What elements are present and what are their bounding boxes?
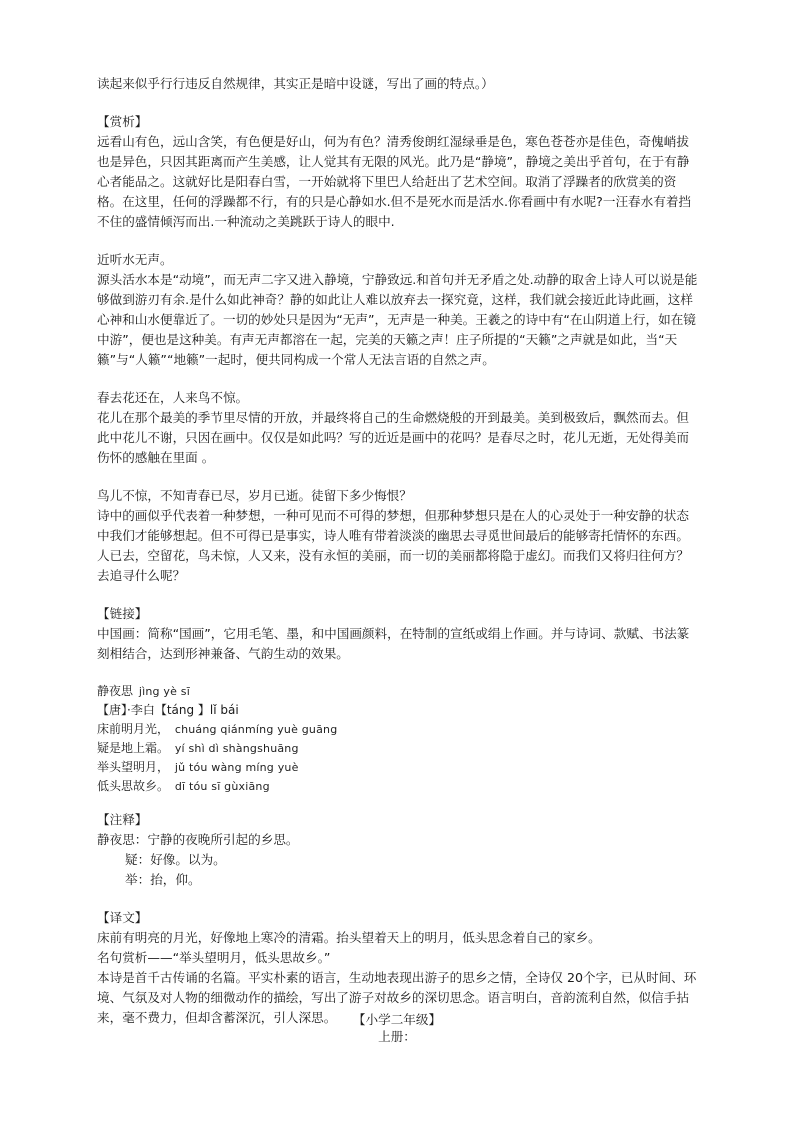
poem-author-line: [97, 701, 699, 720]
poem-line-pinyin: yí shì dì shàngshuāng: [174, 742, 299, 755]
document-body: [97, 74, 699, 1028]
poem-line-text: 床前明月光，: [97, 722, 170, 736]
poem-title-line: [97, 682, 699, 701]
poem-line: [97, 739, 699, 758]
poem-title: 静夜思: [97, 684, 134, 698]
poem-line: [97, 758, 699, 777]
translation-text: 床前有明亮的月光，好像地上寒冷的清霜。抬头望着天上的明月，低头思念着自己的家乡。: [97, 930, 601, 945]
appreciation-line-4-title: 鸟儿不惊，不知青春已尽，岁月已逝。徒留下多少悔恨？: [97, 488, 412, 503]
appreciation-para-3: 花儿在那个最美的季节里尽情的开放，并最终将自己的生命燃烧般的开到最美。美到极致后，飘然而去。但此中花儿不谢，只因在画中。仅仅是如此吗？写的近近是画中的花吗？是春尽之时，花儿无逝，无处得美而伤怀的感触在里面 。: [97, 410, 689, 465]
poem-title-pinyin: jìng yè sī: [138, 685, 190, 698]
intro-line: 读起来似乎行行违反自然规律，其实正是暗中设谜，写出了画的特点。）: [97, 76, 494, 91]
translation-heading: 【译文】: [97, 910, 148, 925]
link-text: 中国画：简称“国画”，它用毛笔、墨，和中国画颜料，在特制的宣纸或绢上作画。并与诗词、款赋、书法篆刻相结合，达到形神兼备、气韵生动的效果。: [97, 626, 690, 661]
poem-author: ·李白【táng 】lǐ bái: [127, 703, 239, 717]
poem-line-pinyin: jǔ tóu wàng míng yuè: [174, 761, 299, 774]
grade-heading: 【小学二年级】: [352, 1012, 442, 1027]
poem-dynasty: 【唐】: [97, 703, 128, 717]
appreciation-heading: 【赏析】: [97, 114, 148, 129]
footer: [0, 1011, 794, 1045]
notes-heading: 【注释】: [97, 812, 148, 827]
poem-line: [97, 720, 699, 739]
link-heading: 【链接】: [97, 606, 148, 621]
note-item: 静夜思：宁静的夜晚所引起的乡思。: [97, 832, 299, 847]
poem-line-text: 低头思故乡。: [97, 779, 170, 793]
volume-label: 上册：: [378, 1029, 416, 1044]
note-item: 举：抬，仰。: [125, 872, 201, 887]
poem-line-text: 举头望明月，: [97, 760, 170, 774]
appreciation-para-2: 源头活水本是“动境”，而无声二字又进入静境，宁静致远.和首句并无矛盾之处.动静的取舍上诗人可以说是能够做到游刃有余.是什么如此神奇？静的如此让人难以放弃去一探究竟，这样，我们就会接近此诗此画，这样心神和山水便靠近了。一切的妙处只是因为“无声”，无声是一种美。王羲之的诗中有“在山阴道上行，如在镜中游”，便也是这种美。有声无声都溶在一起，完美的天籁之声！庄子所提的“天籁”之声就是如此，当“天籁”与“人籁”“地籁”一起时，便共同构成一个常人无法言语的自然之声。: [97, 272, 698, 367]
poem-line-pinyin: dī tóu sī gùxiāng: [174, 780, 270, 793]
famous-line-analysis: 名句赏析——“举头望明月，低头思故乡。”: [97, 950, 331, 965]
appreciation-para-1: 远看山有色，远山含笑，有色便是好山，何为有色？清秀俊朗红湿绿垂是色，寒色苍苍亦是佳色，奇傀峭拔也是异色，只因其距离而产生美感，让人觉其有无限的风光。此乃是“静境”，静境之美出乎首句，在于有静心者能品之。这就好比是阳春白雪，一开始就将下里巴人给赶出了艺术空间。取消了浮躁者的欣赏美的资格。在这里，任何的浮躁都不行，有的只是心静如水.但不是死水而是活水.你看画中有水呢?一汪春水有着挡不住的盛情倾泻而出.一种流动之美跳跃于诗人的眼中.: [97, 134, 692, 229]
poem-line: [97, 777, 699, 796]
appreciation-line-3-title: 春去花还在，人来鸟不惊。: [97, 390, 249, 405]
note-item: 疑：好像。以为。: [125, 852, 226, 867]
appreciation-para-4: 诗中的画似乎代表着一种梦想，一种可见而不可得的梦想，但那种梦想只是在人的心灵处于一种安静的状态中我们才能够想起。但不可得已是事实，诗人唯有带着淡淡的幽思去寻觅世间最后的能够寄托情怀的东西。人已去，空留花，鸟未惊，人又来，没有永恒的美丽，而一切的美丽都将隐于虚幻。而我们又将归往何方？去追寻什么呢？: [97, 508, 689, 583]
appreciation-line-2-title: 近听水无声。: [97, 252, 173, 267]
translation-comment: 本诗是首千古传诵的名篇。平实朴素的语言，生动地表现出游子的思乡之情，全诗仅 20个字，已从时间、环境、气氛及对人物的细微动作的描绘，写出了游子对故乡的深切思念。语言明白，音韵流利自然，似信手拈来，毫不费力，但却含蓄深沉，引人深思。: [97, 970, 697, 1025]
poem-line-text: 疑是地上霜。: [97, 741, 170, 755]
poem-line-pinyin: chuáng qiánmíng yuè guāng: [174, 723, 338, 736]
